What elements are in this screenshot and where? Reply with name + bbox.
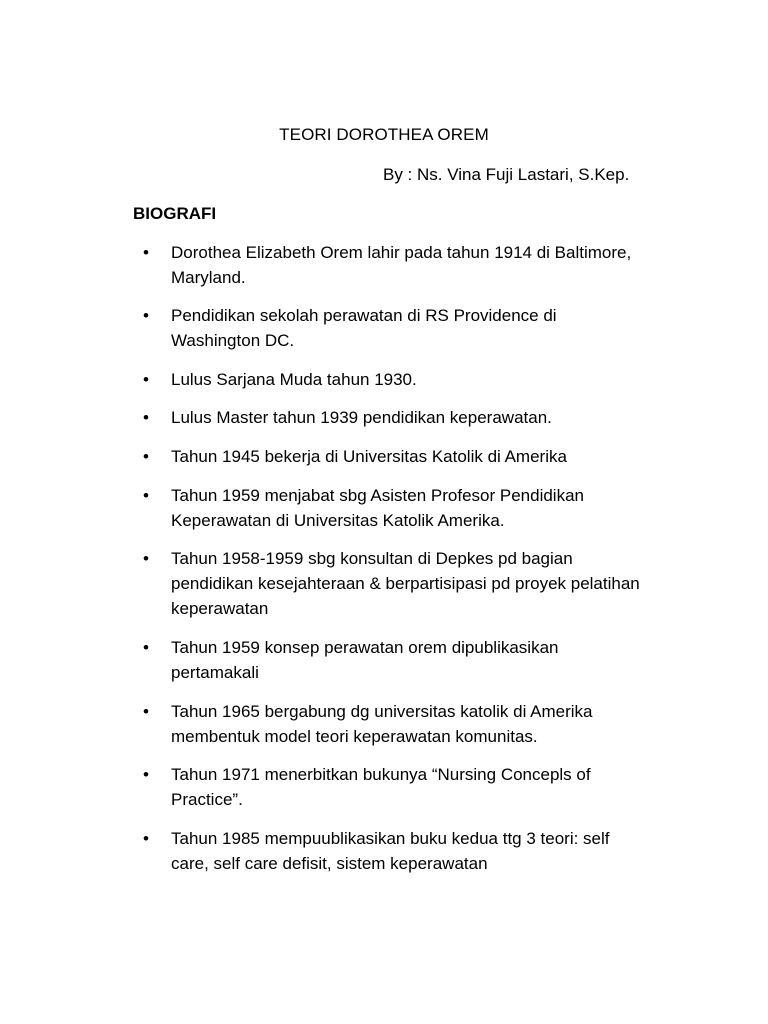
list-item-text: Tahun 1945 bekerja di Universitas Katolik di Amerika [171,447,567,466]
bullet-icon: • [143,549,149,568]
list-item-text: Tahun 1965 bergabung dg universitas katolik di Amerika membentuk model teori keperawatan komunitas. [171,702,593,746]
bullet-icon: • [143,447,149,466]
bullet-icon: • [143,306,149,325]
list-item-text: Tahun 1959 konsep perawatan orem dipublikasikan pertamakali [171,638,559,682]
list-item-text: Tahun 1958-1959 sbg konsultan di Depkes pd bagian pendidikan kesejahteraan & berpartisipasi pd proyek pelatihan keperawatan [171,549,640,618]
bullet-icon: • [143,702,149,721]
list-item-text: Dorothea Elizabeth Orem lahir pada tahun 1914 di Baltimore, Maryland. [171,243,632,287]
section-heading-biografi: BIOGRAFI [133,204,217,223]
bullet-icon: • [143,370,149,389]
list-item-text: Lulus Sarjana Muda tahun 1930. [171,370,417,389]
author-byline: By : Ns. Vina Fuji Lastari, S.Kep. [383,165,630,184]
bullet-icon: • [143,408,149,427]
bullet-icon: • [143,243,149,262]
bullet-icon: • [143,765,149,784]
bullet-icon: • [143,638,149,657]
list-item-text: Pendidikan sekolah perawatan di RS Providence di Washington DC. [171,306,557,350]
bullet-icon: • [143,829,149,848]
list-item-text: Tahun 1985 mempuublikasikan buku kedua ttg 3 teori: self care, self care defisit, sistem keperawatan [171,829,610,873]
document-title: TEORI DOROTHEA OREM [279,125,489,144]
list-item-text: Tahun 1959 menjabat sbg Asisten Profesor Pendidikan Keperawatan di Universitas Katolik Amerika. [171,486,584,530]
list-item-text: Lulus Master tahun 1939 pendidikan keperawatan. [171,408,552,427]
bullet-icon: • [143,486,149,505]
list-item-text: Tahun 1971 menerbitkan bukunya “Nursing Concepls of Practice”. [171,765,591,809]
